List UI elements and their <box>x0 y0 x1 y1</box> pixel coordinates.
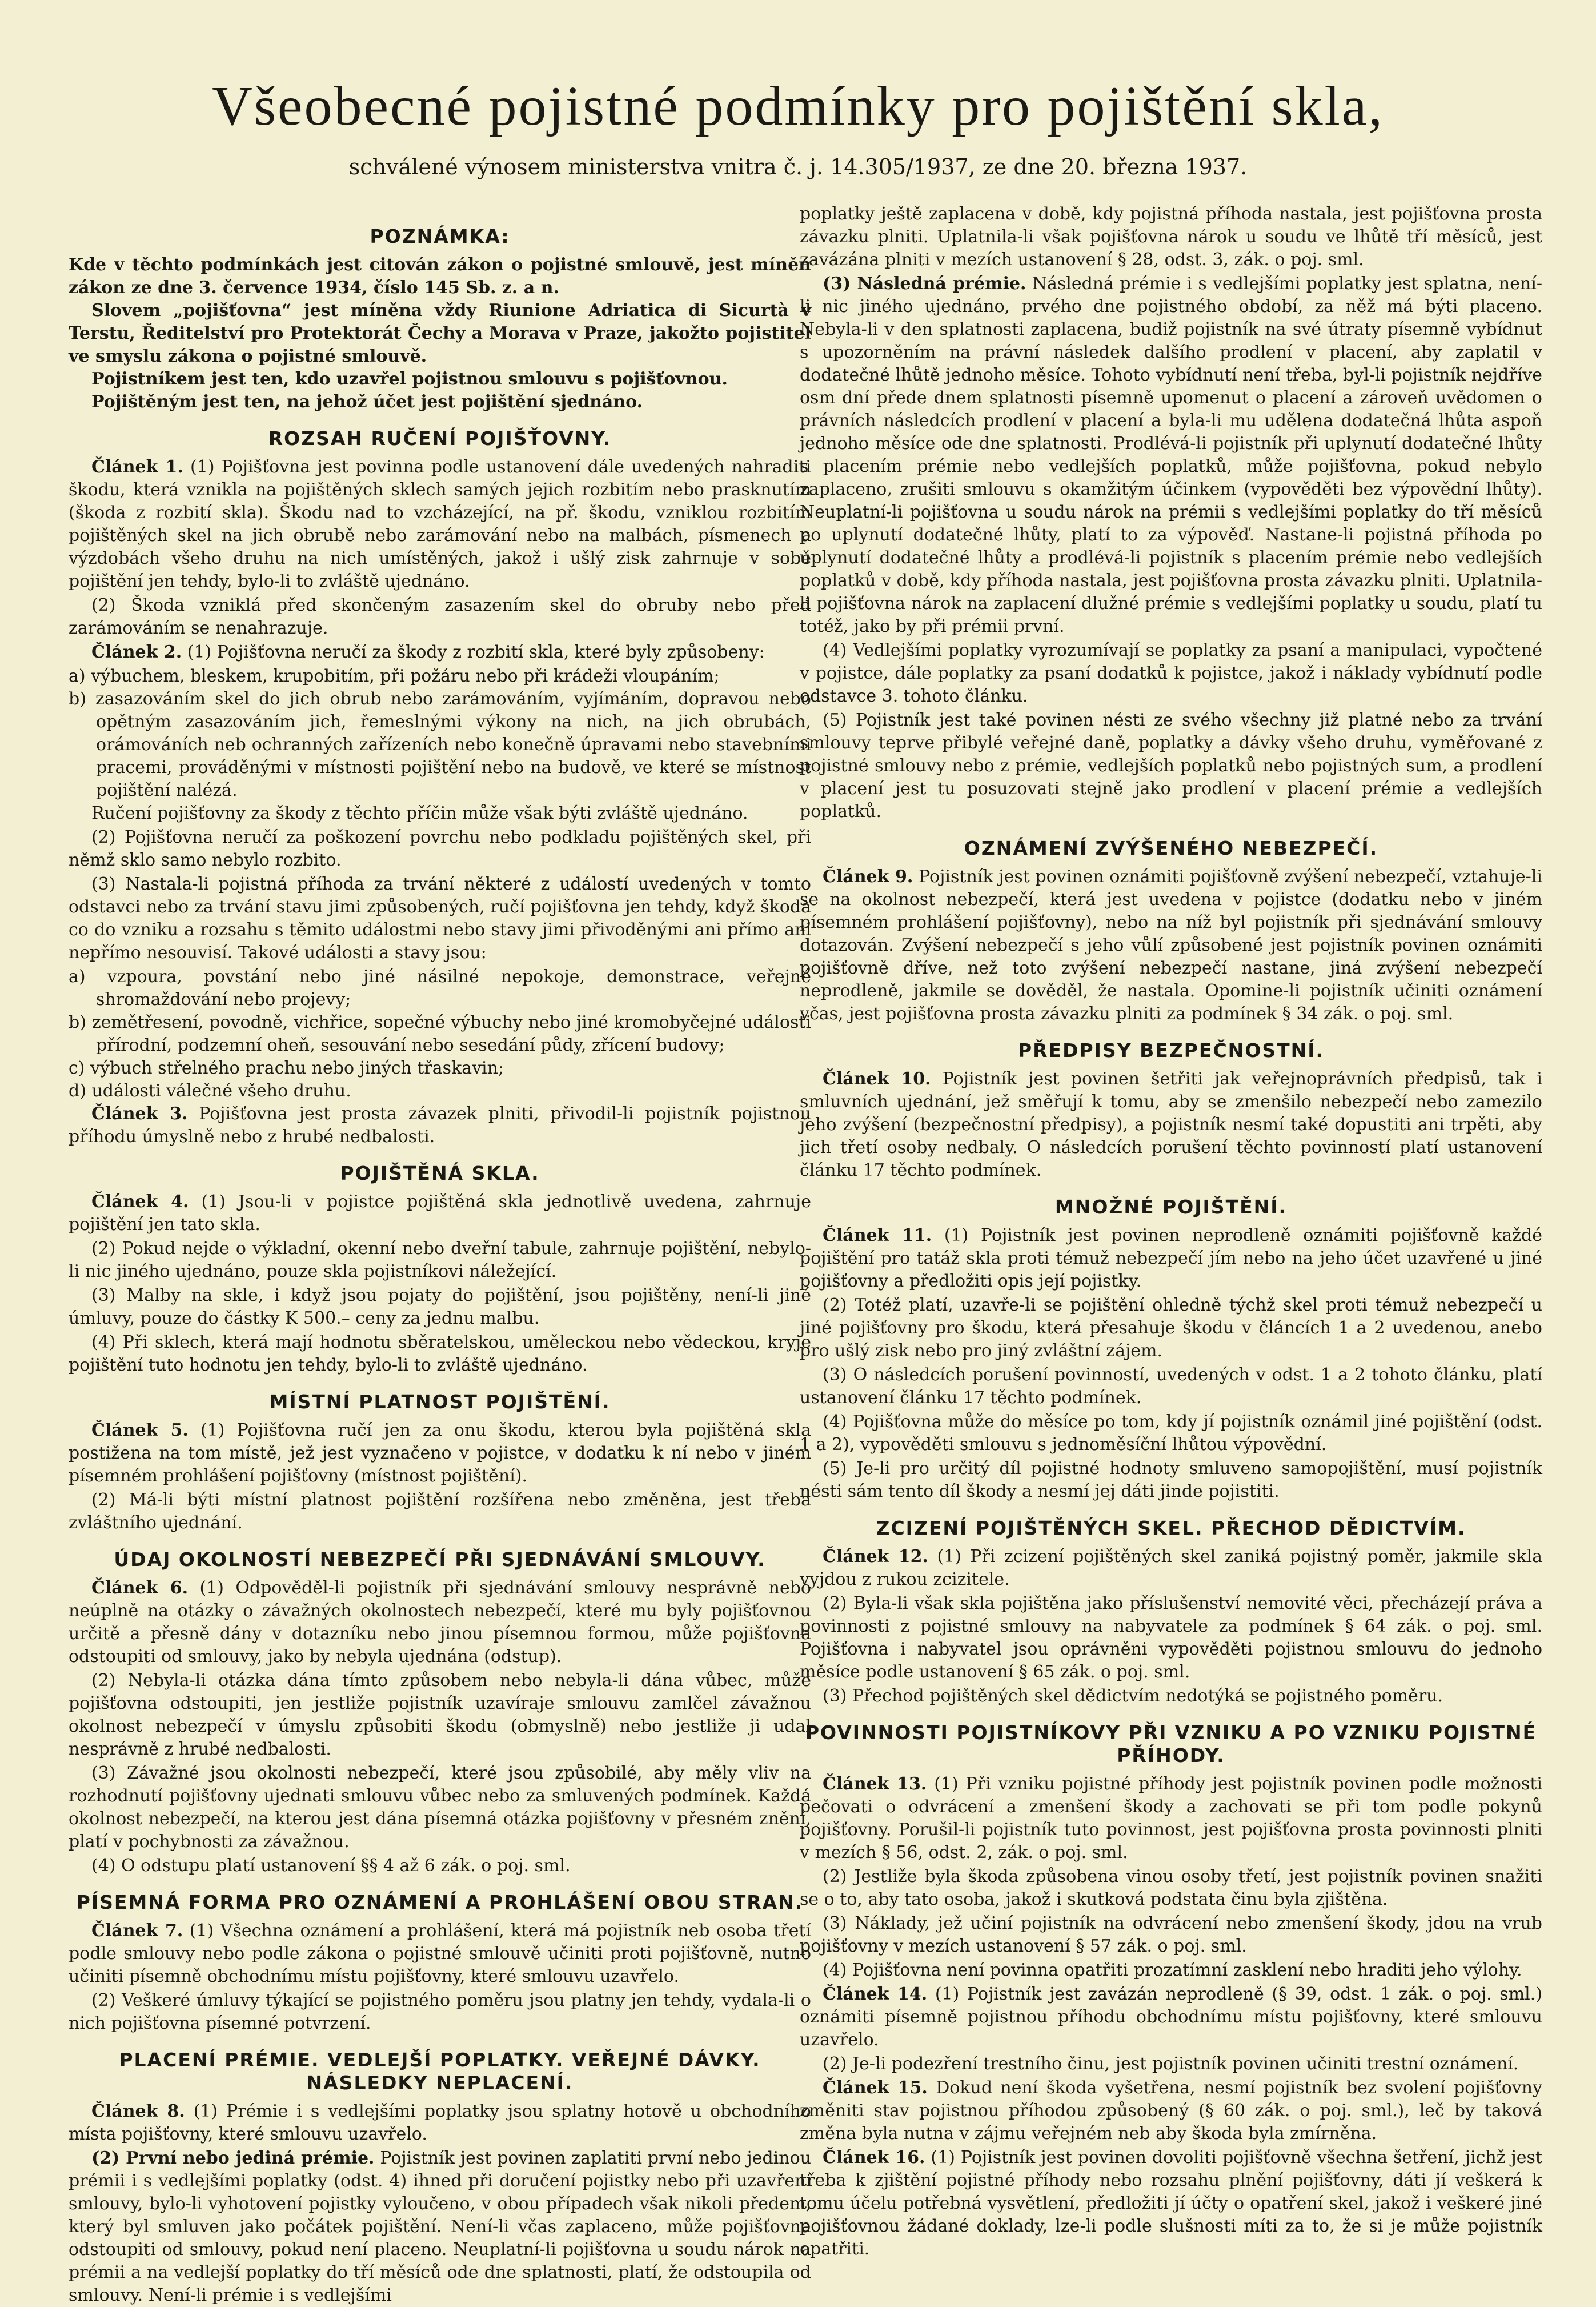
article-text: Dokud není škoda vyšetřena, nesmí pojistník bez svolení pojišťovny změniti stav pojistnou příhodou způsobený (§ 60 zák. o poj. sml.), leč by taková změna byla nutna v zájmu veřejném neb aby škoda byla zmírněna. <box>800 2078 1542 2144</box>
section-heading: POJIŠTĚNÁ SKLA. <box>340 1162 540 1184</box>
note-line: Kde v těchto podmínkách jest citován zákon o pojistné smlouvě, jest míněn zákon ze dne 3. července 1934, číslo 145 Sb. z. a n. <box>69 255 811 298</box>
article-paragraph: (2) Má-li býti místní platnost pojištění rozšířena nebo změněna, jest třeba zvláštního ujednání. <box>69 1490 811 1533</box>
article-paragraph <box>69 1577 811 1668</box>
article-paragraph: (2) Nebyla-li otázka dána tímto způsobem nebo nebyla-li dána vůbec, může pojišťovna odstoupiti, jen jestliže pojistník uzavíraje smlouvu zamlčel závažnou okolnost nebezpečí v úmyslu způsobiti škodu (obmyslně) nebo jestliže ji udal nesprávně z hrubé nedbalosti. <box>69 1671 811 1759</box>
article-paragraph <box>69 1191 811 1236</box>
section-heading: PÍSEMNÁ FORMA PRO OZNÁMENÍ A PROHLÁŠENÍ OBOU STRAN. <box>76 1891 804 1913</box>
article-paragraph <box>69 1103 811 1148</box>
article-label: Článek 9. <box>823 867 913 887</box>
article-label: (3) Následná prémie. <box>823 274 1026 294</box>
article-label: Článek 7. <box>91 1921 183 1941</box>
note-heading: POZNÁMKA: <box>370 225 510 247</box>
article-label: Článek 6. <box>91 1578 189 1598</box>
article-label: Článek 5. <box>91 1420 189 1440</box>
article-paragraph <box>69 641 811 664</box>
section-heading: OZNÁMENÍ ZVÝŠENÉHO NEBEZPEČÍ. <box>964 837 1378 859</box>
article-label: Článek 12. <box>823 1547 928 1567</box>
note-line: Slovem „pojišťovna“ jest míněna vždy Riunione Adriatica di Sicurtà v Terstu, Ředitelství pro Protektorát Čechy a Morava v Praze, jakožto pojistitel ve smyslu zákona o pojistné smlouvě. <box>69 301 811 366</box>
article-paragraph: (4) Vedlejšími poplatky vyrozumívají se poplatky za psaní a manipulaci, vypočtené v pojistce, dále poplatky za psaní dodatků k pojistce, jakož i náklady vybídnutí podle odstavce 3. tohoto článku. <box>800 640 1542 706</box>
article-text: (1) Jsou-li v pojistce pojištěná skla jednotlivě uvedena, zahrnuje pojištění jen tato skla. <box>69 1192 811 1235</box>
article-paragraph <box>69 456 811 593</box>
section-heading: ÚDAJ OKOLNOSTÍ NEBEZPEČÍ PŘI SJEDNÁVÁNÍ SMLOUVY. <box>114 1548 766 1571</box>
article-paragraph: (2) Byla-li však skla pojištěna jako příslušenství nemovité věci, přecházejí práva a povinnosti z pojistné smlouvy na nabyvatele za podmínek § 64 zák. o poj. sml. Pojišťovna i nabyvatel jsou oprávněni vypověděti pojistnou smlouvu do jednoho měsíce podle ustanovení § 65 zák. o poj. sml. <box>800 1593 1542 1682</box>
article-paragraph <box>800 273 1542 638</box>
article-paragraph <box>69 2100 811 2146</box>
article-text: Pojistník jest povinen šetřiti jak veřejnoprávních předpisů, tak i smluvních ujednání, jež směřují k tomu, aby se zmenšilo nebezpečí nebo zamezilo jeho zvýšení (bezpečnostní předpisy), a pojistník nesmí také dopustiti ani trpěti, aby jich třetí osoby nedbaly. O následcích porušení těchto povinností platí ustanovení článku 17 těchto podmínek. <box>800 1069 1542 1180</box>
article-label: Článek 4. <box>91 1192 189 1212</box>
article-text: (1) Všechna oznámení a prohlášení, která má pojistník neb osoba třetí podle smlouvy nebo podle zákona o pojistné smlouvě učiniti proti pojišťovně, nutno učiniti písemně obchodnímu místu pojišťovny, které smlouvu uzavřelo. <box>69 1921 811 1986</box>
article-paragraph <box>800 1068 1542 1182</box>
section-heading: POVINNOSTI POJISTNÍKOVY PŘI VZNIKU A PO VZNIKU POJISTNÉ PŘÍHODY. <box>805 1721 1537 1767</box>
article-paragraph: (2) Jestliže byla škoda způsobena vinou osoby třetí, jest pojistník povinen snažiti se o to, aby tato osoba, jakož i skutková podstata činu byla zjištěna. <box>800 1867 1542 1909</box>
article-text: Následná prémie i s vedlejšími poplatky jest splatna, není-li nic jiného ujednáno, prvého dne pojistného období, za něž má býti placeno. Nebyla-li v den splatnosti zaplacena, budiž pojistník na své útraty písemně vybídnut s upozorněním na právní následek dalšího prodlení v placení, aby zaplatil v dodatečné lhůtě jednoho měsíce. Tohoto vybídnutí není třeba, byl-li pojistník nejdříve osm dní přede dnem splatnosti písemně upomenut o placení a zároveň uvědomen o právních následcích prodlení v placení a byla-li mu udělena dodatečná lhůta aspoň jednoho měsíce ode dne splatnosti. Prodlévá-li pojistník při uplynutí dodatečné lhůty s placením prémie nebo vedlejších poplatků, může pojišťovna, pokud nebylo zaplaceno, zrušiti smlouvu s okamžitým účinkem (vypověděti bez výpovědní lhůty). Neuplatní-li pojišťovna u soudu nárok na prémii s vedlejšími poplatky do tří měsíců po uplynutí dodatečné lhůty, platí to za výpověď. Nastane-li pojistná příhoda po uplynutí dodatečné lhůty a prodlévá-li pojistník s placením prémie nebo vedlejších poplatků v době, kdy příhoda nastala, jest pojišťovna prosta závazku plniti. Uplatnila-li pojišťovna nárok na zaplacení dlužné prémie s vedlejšími poplatky u soudu, platí tu totéž, jako by při prémii první. <box>800 274 1542 636</box>
article-text: (1) Pojišťovna jest povinna podle ustanovení dále uvedených nahraditi škodu, která vznikla na pojištěných sklech samých jejich rozbitím nebo prasknutím (škoda z rozbití skla). Škodu nad to vzcházející, na př. škodu, vzniklou rozbitím pojištěných skel na jich obrubě nebo zarámování nebo na malbách, písmenech a výzdobách všeho druhu na nich umístěných, jakož i ušlý zisk zahrnuje v sobě pojištění jen tehdy, bylo-li to zvláště ujednáno. <box>69 457 811 591</box>
article-text: (1) Pojišťovna neručí za škody z rozbití skla, které byly způsobeny: <box>187 642 765 662</box>
list-item: a) vzpoura, povstání nebo jiné násilné nepokoje, demonstrace, veřejné shromaždování nebo projevy; <box>69 967 811 1010</box>
note-line: Pojištěným jest ten, na jehož účet jest pojištění sjednáno. <box>91 392 643 412</box>
article-text: (1) Pojišťovna ručí jen za onu škodu, kterou byla pojištěná skla postižena na tom místě, jež jest vyznačeno v pojistce, v dodatku k ní nebo v jiném písemném prohlášení pojišťovny (místnost pojištění). <box>69 1420 811 1486</box>
article-paragraph: (2) Je-li podezření trestního činu, jest pojistník povinen učiniti trestní oznámení. <box>823 2054 1519 2074</box>
article-label: Článek 10. <box>823 1069 931 1089</box>
article-paragraph <box>800 866 1542 1026</box>
article-paragraph <box>69 1419 811 1488</box>
article-paragraph: (5) Je-li pro určitý díl pojistné hodnoty smluveno samopojištění, musí pojistník nésti sám tento díl škody a nesmí jej dáti jinde pojistiti. <box>800 1459 1542 1501</box>
note-line: Pojistníkem jest ten, kdo uzavřel pojistnou smlouvu s pojišťovnou. <box>91 369 728 389</box>
right-column <box>800 203 1542 2260</box>
article-paragraph: (2) Pokud nejde o výkladní, okenní nebo dveřní tabule, zahrnuje pojištění, nebylo-li nic jiného ujednáno, pouze skla pojistníkovi náležející. <box>69 1239 811 1281</box>
section-heading: PŘEDPISY BEZPEČNOSTNÍ. <box>1017 1039 1325 1062</box>
document-subtitle: schválené výnosem ministerstva vnitra č. j. 14.305/1937, ze dne 20. března 1937. <box>348 154 1248 179</box>
article-paragraph <box>800 2077 1542 2145</box>
article-paragraph: (4) O odstupu platí ustanovení §§ 4 až 6 zák. o poj. sml. <box>91 1856 571 1876</box>
article-paragraph: (4) Pojišťovna není povinna opatřiti prozatímní zasklení nebo hraditi jeho výlohy. <box>823 1960 1522 1980</box>
list-item: c) výbuch střelného prachu nebo jiných třaskavin; <box>69 1058 504 1078</box>
article-paragraph <box>69 1920 811 1988</box>
article-paragraph: (4) Při sklech, která mají hodnotu sběratelskou, uměleckou nebo vědeckou, kryje pojištění tuto hodnotu jen tehdy, bylo-li to zvláště ujednáno. <box>69 1332 811 1375</box>
article-text: (1) Prémie i s vedlejšími poplatky jsou splatny hotově u obchodního místa pojišťovny, které smlouvu uzavřelo. <box>69 2101 811 2144</box>
article-label: Článek 16. <box>823 2148 925 2168</box>
article-paragraph: (3) Závažné jsou okolnosti nebezpečí, které jsou způsobilé, aby měly vliv na rozhodnutí pojišťovny ujednati smlouvu vůbec nebo za smluvených podmínek. Každá okolnost nebezpečí, na kterou jest dána písemná otázka pojišťovny v přesném znění, platí v pochybnosti za závažnou. <box>69 1763 811 1852</box>
list-item: b) zasazováním skel do jich obrub nebo zarámováním, vyjímáním, dopravou nebo opětným zasazováním jich, řemeslnými výkony na nich, na jich obrubách, orámováních neb ochranných zařízeních nebo konečně úpravami nebo stavebními pracemi, prováděnými v místnosti pojištění nebo na budově, ve které se místnost pojištění nalézá. <box>69 689 811 800</box>
list-item: a) výbuchem, bleskem, krupobitím, při požáru nebo při krádeži vloupáním; <box>69 666 720 686</box>
article-label: Článek 15. <box>823 2078 928 2098</box>
article-paragraph <box>800 1545 1542 1591</box>
article-paragraph <box>69 2147 811 2307</box>
article-label: Článek 3. <box>91 1104 188 1124</box>
article-paragraph: (2) Škoda vzniklá před skončeným zasazením skel do obruby nebo před zarámováním se nenahrazuje. <box>69 595 811 638</box>
article-paragraph: (2) Totéž platí, uzavře-li se pojištění ohledně týchž skel proti témuž nebezpečí u jiné pojišťovny pro škodu, která přesahuje škodu v článcích 1 a 2 uvedenou, anebo pro ušlý zisk nebo pro jiný zvláštní zájem. <box>800 1295 1542 1361</box>
note-block <box>69 254 811 414</box>
section-heading: ZCIZENÍ POJIŠTĚNÝCH SKEL. PŘECHOD DĚDICTVÍM. <box>876 1517 1466 1539</box>
article-text: (1) Pojistník jest povinen dovoliti pojišťovně všechna šetření, jichž jest třeba k zjištění pojistné příhody nebo rozsahu plnění pojišťovny, dáti jí veškerá k tomu účelu potřebná vysvětlení, předložiti jí účty o opatření skel, jakož i veškeré jiné pojišťovnou žádané doklady, lze-li podle slušnosti míti za to, že si je může pojistník opatřiti. <box>800 2148 1542 2259</box>
article-text: (1) Při zcizení pojištěných skel zaniká pojistný poměr, jakmile skla vyjdou z rukou zcizitele. <box>800 1547 1542 1589</box>
article-text: (1) Odpověděl-li pojistník při sjednávání smlouvy nesprávně nebo neúplně na otázky o závažných okolnostech nebezpečí, které mu byly pojišťovnou určitě a přesně dány v dotazníku nebo jinou písemnou formou, může pojišťovna odstoupiti od smlouvy, jako by nebyla ujednána (odstup). <box>69 1578 811 1667</box>
article-text: (1) Při vzniku pojistné příhody jest pojistník povinen podle možnosti pečovati o odvrácení a zmenšení škody a zachovati se při tom podle pokynů pojišťovny. Porušil-li pojistník tuto povinnost, jest pojišťovna prosta povinnosti plniti v mezích § 56, odst. 2, zák. o poj. sml. <box>800 1774 1542 1863</box>
article-paragraph: poplatky ještě zaplacena v době, kdy pojistná příhoda nastala, jest pojišťovna prosta závazku plniti. Uplatnila-li však pojišťovna nárok u soudu ve lhůtě tří měsíců, jest zavázána plniti v mezích ustanovení § 28, odst. 3, zák. o poj. sml. <box>800 204 1542 270</box>
article-label: Článek 1. <box>91 457 183 477</box>
list-item: b) zemětřesení, povodně, vichřice, sopečné výbuchy nebo jiné kromobyčejné události přírodní, podzemní oheň, sesouvání nebo sesedání půdy, zřícení budovy; <box>69 1012 811 1055</box>
article-text: (1) Pojistník jest povinen neprodleně oznámiti pojišťovně každé pojištění pro tatáž skla proti témuž nebezpečí jím nebo na jeho účet uzavřené u jiné pojišťovny a předložiti opis její pojistky. <box>800 1225 1542 1291</box>
article-paragraph <box>800 1224 1542 1293</box>
section-heading: MNOŽNÉ POJIŠTĚNÍ. <box>1054 1196 1288 1218</box>
article-text: Pojistník jest povinen zaplatiti první nebo jedinou prémii i s vedlejšími poplatky (odst. 4) ihned při doručení pojistky nebo při uzavření smlouvy, bylo-li vyhotovení pojistky vyloučeno, v obou případech však nikoli předem, který byl smluven jako počátek pojištění. Není-li včas zaplaceno, může pojišťovna odstoupiti od smlouvy, pokud není placeno. Neuplatní-li pojišťovna u soudu nárok na prémii a na vedlejší poplatky do tří měsíců ode dne splatnosti, platí, že odstoupila od smlouvy. Není-li prémie i s vedlejšími <box>69 2148 811 2305</box>
section-heading: MÍSTNÍ PLATNOST POJIŠTĚNÍ. <box>269 1391 611 1413</box>
article-paragraph <box>800 1773 1542 1864</box>
article-paragraph: (3) Malby na skle, i když jsou pojaty do pojištění, jsou pojištěny, není-li jiné úmluvy, pouze do částky K 500.– ceny za jednu malbu. <box>69 1285 811 1328</box>
article-paragraph: Ručení pojišťovny za škody z těchto příčin může však býti zvláště ujednáno. <box>91 803 748 823</box>
article-paragraph <box>800 1983 1542 2052</box>
article-label: Článek 14. <box>823 1984 928 2004</box>
article-text: Pojišťovna jest prosta závazek plniti, přivodil-li pojistník pojistnou příhodu úmyslně nebo z hrubé nedbalosti. <box>69 1104 811 1147</box>
article-paragraph <box>800 2146 1542 2261</box>
document-title: Všeobecné pojistné podmínky pro pojištění skla, <box>212 75 1384 137</box>
article-label: Článek 13. <box>823 1774 927 1794</box>
article-text: (1) Pojistník jest zavázán neprodleně (§ 39, odst. 1 zák. o poj. sml.) oznámiti písemně pojistnou příhodu obchodnímu místu pojišťovny, které smlouvu uzavřelo. <box>800 1984 1542 2050</box>
article-label: Článek 8. <box>91 2101 185 2121</box>
article-label: Článek 11. <box>823 1225 932 1245</box>
left-column <box>69 211 811 2305</box>
article-text: Pojistník jest povinen oznámiti pojišťovně zvýšení nebezpečí, vztahuje-li se na okolnost nebezpečí, která jest uvedena v pojistce (dodatku nebo v jiném písemném prohlášení pojišťovny), nebo na níž byl pojistník při sjednávání smlouvy dotazován. Zvýšení nebezpečí s jeho vůlí způsobené jest pojistník povinen oznámiti pojišťovně dříve, než toto zvýšení nebezpečí nastane, jiná zvýšení nebezpečí neprodleně, jakmile se dověděl, že nastala. Opomine-li pojistník učiniti oznámení včas, jest pojišťovna prosta závazku plniti za podmínek § 34 zák. o poj. sml. <box>800 867 1542 1024</box>
article-paragraph: (3) Přechod pojištěných skel dědictvím nedotýká se pojistného poměru. <box>823 1686 1443 1706</box>
section-heading: ROZSAH RUČENÍ POJIŠŤOVNY. <box>268 427 612 450</box>
article-label: Článek 2. <box>91 642 182 662</box>
section-heading: PLACENÍ PRÉMIE. VEDLEJŠÍ POPLATKY. VEŘEJNÉ DÁVKY. NÁSLEDKY NEPLACENÍ. <box>119 2049 761 2094</box>
article-paragraph: (2) Pojišťovna neručí za poškození povrchu nebo podkladu pojištěných skel, při němž sklo samo nebylo rozbito. <box>69 827 811 870</box>
list-item: d) události válečné všeho druhu. <box>69 1081 351 1101</box>
article-paragraph: (3) Nastala-li pojistná příhoda za trvání některé z událostí uvedených v tomto odstavci nebo za trvání stavu jimi způsobených, ručí pojišťovna jen tehdy, když škoda co do vzniku a rozsahu s těmito událostmi nebo stavy jimi přivoděnými ani přímo ani nepřímo nesouvisí. Takové události a stavy jsou: <box>69 874 811 963</box>
article-paragraph: (5) Pojistník jest také povinen nésti ze svého všechny již platné nebo za trvání smlouvy teprve přibylé veřejné daně, poplatky a dávky všeho druhu, vyměřované z pojistné smlouvy nebo z prémie, vedlejších poplatků nebo pojistných sum, a prodlení v placení jest tu posuzovati stejně jako prodlení v placení prémie a vedlejších poplatků. <box>800 710 1542 822</box>
article-paragraph: (3) O následcích porušení povinností, uvedených v odst. 1 a 2 tohoto článku, platí ustanovení článku 17 těchto podmínek. <box>800 1365 1542 1408</box>
article-paragraph: (2) Veškeré úmluvy týkající se pojistného poměru jsou platny jen tehdy, vydala-li o nich pojišťovna písemné potvrzení. <box>69 1990 811 2033</box>
article-paragraph: (3) Náklady, jež učiní pojistník na odvrácení nebo zmenšení škody, jdou na vrub pojišťovny v mezích ustanovení § 57 zák. o poj. sml. <box>800 1913 1542 1956</box>
article-paragraph: (4) Pojišťovna může do měsíce po tom, kdy jí pojistník oznámil jiné pojištění (odst. 1 a 2), vypověděti smlouvu s jednoměsíční lhůtou výpovědní. <box>800 1412 1542 1455</box>
article-label: (2) První nebo jediná prémie. <box>91 2148 375 2168</box>
